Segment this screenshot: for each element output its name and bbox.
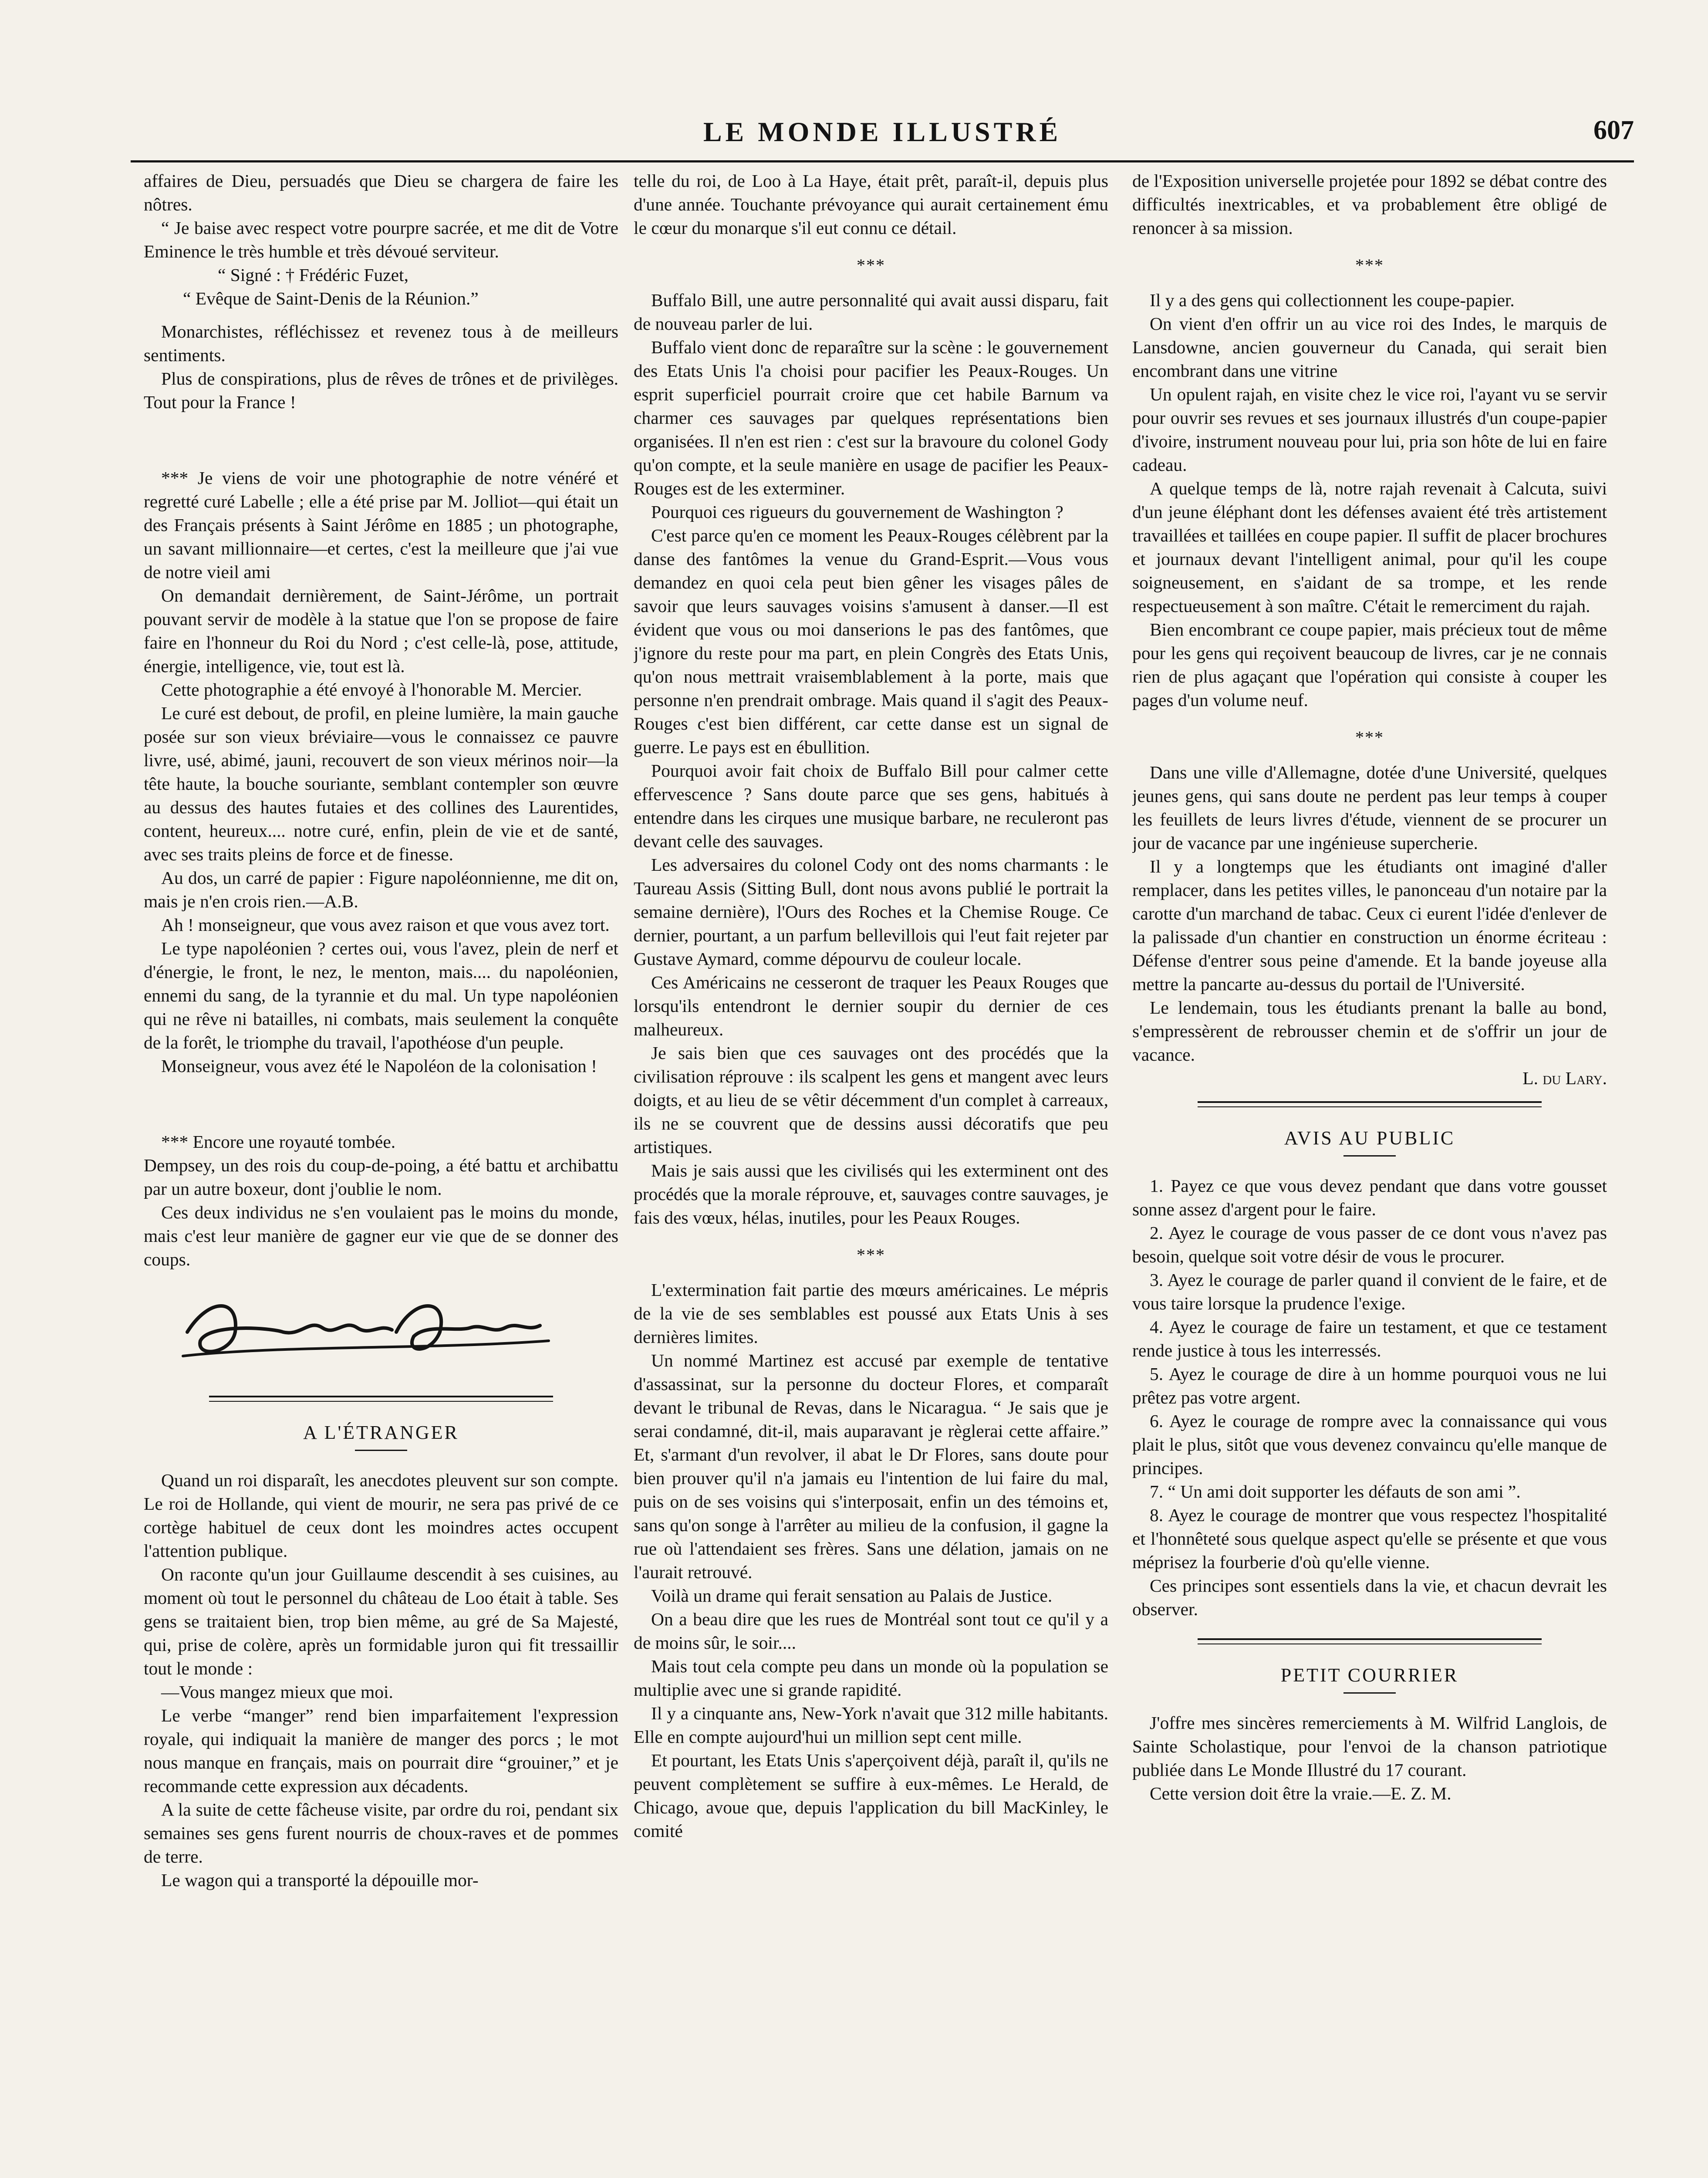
paragraph: Plus de conspirations, plus de rêves de trônes et de privilèges. Tout pour la France ! bbox=[144, 369, 618, 412]
paragraph: Ces principes sont essentiels dans la vie, et chacun devrait les observer. bbox=[1132, 1576, 1607, 1619]
paragraph: J'offre mes sincères remerciements à M. Wilfrid Langlois, de Sainte Scholastique, pour l'envoi de la chanson patriotique publiée dans Le Monde Illustré du 17 courant. bbox=[1132, 1713, 1607, 1780]
paragraph: A la suite de cette fâcheuse visite, par ordre du roi, pendant six semaines ses gens furent nourris de choux-raves et de pommes de terre. bbox=[144, 1799, 618, 1867]
paragraph: *** Je viens de voir une photographie de notre vénéré et regretté curé Labelle ; elle a été prise par M. Jolliot—qui était un des Français présents à Saint Jérôme en 1885 ; un photographe, un savant millionnaire—et certes, c'est la meilleure que j'ai vue de notre vieil ami bbox=[144, 468, 618, 582]
paragraph: On demandait dernièrement, de Saint-Jérôme, un portrait pouvant servir de modèle à la statue que l'on se propose de faire faire en l'honneur du Roi du Nord ; c'est celle-là, pose, attitude, énergie, intelligence, vie, tout est là. bbox=[144, 585, 618, 676]
column-2 bbox=[634, 169, 1108, 2178]
section-separator: *** bbox=[1355, 255, 1384, 275]
paragraph: Buffalo vient donc de reparaître sur la scène : le gouvernement des Etats Unis l'a choisi pour pacifier les Peaux-Rouges. Un esprit superficiel pourrait croire que cet habile Barnum va charmer ces sauvages par quelques représentations bien organisées. Il n'en est rien : c'est sur la bravoure du colonel Gody qu'on compte, et la seule manière en usage de pacifier les Peaux-Rouges est de les exterminer. bbox=[634, 337, 1108, 498]
paragraph: Il y a des gens qui collectionnent les coupe-papier. bbox=[1150, 290, 1515, 310]
paragraph: Il y a longtemps que les étudiants ont imaginé d'aller remplacer, dans les petites villes, le panonceau d'un notaire par la carotte d'un marchand de tabac. Ceux ci eurent l'idée d'enlever de la palissade d'un chantier en construction un énorme écriteau : Défense d'entrer sous peine d'amende. Et la bande joyeuse alla mettre la pancarte au-dessus du portail de l'Université. bbox=[1132, 856, 1607, 994]
list-item: 4. Ayez le courage de faire un testament, et que ce testament rende justice à tous les interressés. bbox=[1132, 1317, 1607, 1360]
paragraph: Dempsey, un des rois du coup-de-poing, a été battu et archibattu par un autre boxeur, dont j'oublie le nom. bbox=[144, 1155, 618, 1199]
page-number: 607 bbox=[1593, 115, 1634, 145]
paragraph: Au dos, un carré de papier : Figure napoléonnienne, me dit on, mais je n'en crois rien.—A.B. bbox=[144, 868, 618, 911]
signature-icon bbox=[170, 1280, 562, 1376]
section-heading: PETIT COURRIER bbox=[1280, 1664, 1459, 1686]
paragraph: Je sais bien que ces sauvages ont des procédés que la civilisation réprouve : ils scalpent les gens et mangent avec leurs doigts, et au lieu de se vêtir décemment d'un complet à carreaux, ils ne se couvrent que de dessins aussi décoratifs que peu artistiques. bbox=[634, 1043, 1108, 1157]
paragraph: C'est parce qu'en ce moment les Peaux-Rouges célèbrent par la danse des fantômes la venue du Grand-Esprit.—Vous vous demandez en quoi cela peut bien gêner les visages pâles de savoir que leurs sauvages voisins s'amusent à danser.—Il est évident que vous ou moi danserions le pas des fantômes, que j'ignore du reste pour ma part, en plein Congrès des Etats Unis, qu'on nous mettrait vraisemblablement à la porte, mais que personne n'en prendrait ombrage. Mais quand il s'agit des Peaux-Rouges c'est bien différent, car cette danse est un signal de guerre. Le pays est en ébullition. bbox=[634, 525, 1108, 757]
paragraph: Voilà un drame qui ferait sensation au Palais de Justice. bbox=[651, 1586, 1053, 1606]
paragraph: Il y a cinquante ans, New-York n'avait que 312 mille habitants. Elle en compte aujourd'hui un million sept cent mille. bbox=[634, 1703, 1108, 1747]
paragraph: Un nommé Martinez est accusé par exemple de tentative d'assassinat, sur la personne du docteur Flores, et comparaît devant le tribunal de Revas, dans le Nicaragua. “ Je sais que je serai condamné, dit-il, mais auparavant je règlerai cette affaire.” Et, s'armant d'un revolver, il abat le Dr Flores, sans doute pour bien prouver qu'il n'a jamais eu l'intention de lui faire du mal, puis on de ses voisins qui s'interposait, enfin un des témoins et, sans qu'on songe à l'arrêter au milieu de la confusion, il gagne la rue où l'attendaient ses frères. Sans une délation, jamais on ne l'aurait retrouvé. bbox=[634, 1350, 1108, 1582]
paragraph: Quand un roi disparaît, les anecdotes pleuvent sur son compte. Le roi de Hollande, qui vient de mourir, ne sera pas privé de ce cortège habituel de ceux dont les moindres actes occupent l'attention publique. bbox=[144, 1470, 618, 1561]
paragraph: Un opulent rajah, en visite chez le vice roi, l'ayant vu se servir pour ouvrir ses revues et ses journaux illustrés d'un coupe-papier d'ivoire, instrument nouveau pour lui, pria son hôte de lui en faire cadeau. bbox=[1132, 384, 1607, 475]
paragraph: L'extermination fait partie des mœurs américaines. Le mépris de la vie de ses semblables est poussé aux Etats Unis à ses dernières limites. bbox=[634, 1280, 1108, 1347]
section-rule bbox=[1198, 1638, 1542, 1644]
section-separator: *** bbox=[857, 255, 885, 275]
list-item: 2. Ayez le courage de vous passer de ce dont vous n'avez pas besoin, quelque soit votre désir de vous le procurer. bbox=[1132, 1223, 1607, 1266]
divider bbox=[1343, 1692, 1396, 1694]
paragraph: On vient d'en offrir un au vice roi des Indes, le marquis de Lansdowne, ancien gouverneur du Canada, qui serait bien encombrant dans une vitrine bbox=[1132, 314, 1607, 381]
paragraph: telle du roi, de Loo à La Haye, était prêt, paraît-il, depuis plus d'une année. Touchante prévoyance qui aurait certainement ému le cœur du monarque s'il eut connu ce détail. bbox=[634, 171, 1108, 238]
paragraph: Le lendemain, tous les étudiants prenant la balle au bond, s'empressèrent de rebrousser chemin et de s'offrir un jour de vacance. bbox=[1132, 998, 1607, 1065]
list-item: 6. Ayez le courage de rompre avec la connaissance qui vous plait le plus, sitôt que vous devenez convaincu qu'elle manque de principes. bbox=[1132, 1411, 1607, 1478]
paragraph: Les adversaires du colonel Cody ont des noms charmants : le Taureau Assis (Sitting Bull, dont nous avons publié le portrait la semaine dernière), l'Ours des Roches et la Chemise Rouge. Ce dernier, pourtant, a un parfum bellevillois qui l'eut fait rejeter par Gustave Aymard, comme dépourvu de couleur locale. bbox=[634, 855, 1108, 969]
paragraph: Ah ! monseigneur, que vous avez raison et que vous avez tort. bbox=[161, 915, 610, 935]
signature-line: “ Signé : † Frédéric Fuzet, bbox=[218, 265, 408, 285]
section-separator: *** bbox=[1355, 727, 1384, 747]
paragraph: A quelque temps de là, notre rajah revenait à Calcuta, suivi d'un jeune éléphant dont les défenses avaient été très artistement travaillées et taillées en coupe papier. Il suffit de placer brochures et journaux devant l'intelligent animal, pour qu'il les coupe soigneusement, en s'aidant de sa trompe, et les rende respectueusement à son maître. C'était le remerciment du rajah. bbox=[1132, 478, 1607, 616]
section-separator: *** bbox=[857, 1245, 885, 1265]
paragraph: Bien encombrant ce coupe papier, mais précieux tout de même pour les gens qui reçoivent beaucoup de livres, car je ne connais rien de plus agaçant que l'opération qui consiste à couper les pages d'un volume neuf. bbox=[1132, 619, 1607, 710]
paragraph: “ Je baise avec respect votre pourpre sacrée, et me dit de Votre Eminence le très humble et très dévoué serviteur. bbox=[144, 218, 618, 261]
paragraph: Dans une ville d'Allemagne, dotée d'une Université, quelques jeunes gens, qui sans doute ne perdent pas leur temps à couper les feuillets de leurs livres d'étude, viennent de se procurer un jour de vacance par une ingénieuse supercherie. bbox=[1132, 762, 1607, 853]
list-item: 3. Ayez le courage de parler quand il convient de le faire, et de vous taire lorsque la prudence l'exige. bbox=[1132, 1270, 1607, 1313]
paragraph: *** Encore une royauté tombée. bbox=[161, 1132, 396, 1152]
paragraph: Le verbe “manger” rend bien imparfaitement l'expression royale, qui indiquait la manière de manger des porcs ; le mot nous manque en français, mais on pourrait dire “grouiner,” et je recommande cette expression aux décadents. bbox=[144, 1705, 618, 1796]
paragraph: de l'Exposition universelle projetée pour 1892 se débat contre des difficultés inextricables, et va probablement être obligé de renoncer à sa mission. bbox=[1132, 171, 1607, 238]
divider bbox=[1343, 1155, 1396, 1157]
paragraph: Cette version doit être la vraie.—E. Z. M. bbox=[1150, 1783, 1451, 1803]
paragraph: Mais tout cela compte peu dans un monde où la population se multiplie avec une si grande rapidité. bbox=[634, 1656, 1108, 1700]
paragraph: Pourquoi ces rigueurs du gouvernement de Washington ? bbox=[651, 502, 1063, 522]
column-3 bbox=[1132, 169, 1607, 2178]
list-item: 5. Ayez le courage de dire à un homme pourquoi vous ne lui prêtez pas votre argent. bbox=[1132, 1364, 1607, 1407]
paragraph: Monseigneur, vous avez été le Napoléon de la colonisation ! bbox=[161, 1056, 597, 1076]
paragraph: Le type napoléonien ? certes oui, vous l'avez, plein de nerf et d'énergie, le front, le nez, le menton, mais.... du napoléonien, ennemi du sang, de la tyrannie et du mal. Un type napoléonien qui ne rêve ni batailles, ni combats, mais seulement la conquête de la forêt, le triomphe du travail, l'apothéose d'un peuple. bbox=[144, 938, 618, 1052]
paragraph: Et pourtant, les Etats Unis s'aperçoivent déjà, paraît il, qu'ils ne peuvent complètement se suffire à eux-mêmes. Le Herald, de Chicago, avoue que, depuis l'application du bill MacKinley, le comité bbox=[634, 1750, 1108, 1841]
section-rule bbox=[209, 1396, 553, 1402]
paragraph: On a beau dire que les rues de Montréal sont tout ce qu'il y a de moins sûr, le soir.... bbox=[634, 1609, 1108, 1653]
section-rule bbox=[1198, 1101, 1542, 1107]
paragraph: Buffalo Bill, une autre personnalité qui avait aussi disparu, fait de nouveau parler de lui. bbox=[634, 290, 1108, 334]
section-heading: AVIS AU PUBLIC bbox=[1284, 1127, 1455, 1149]
paragraph: Monarchistes, réfléchissez et revenez tous à de meilleurs sentiments. bbox=[144, 321, 618, 365]
divider bbox=[355, 1450, 407, 1451]
handwritten-signature bbox=[144, 1271, 618, 1384]
column-1 bbox=[144, 169, 618, 2178]
list-item: 7. “ Un ami doit supporter les défauts de son ami ”. bbox=[1150, 1481, 1521, 1502]
paragraph: Pourquoi avoir fait choix de Buffalo Bill pour calmer cette effervescence ? Sans doute parce que ses gens, habitués à entendre dans les cirques une musique barbare, ne reculeront pas devant celle des sauvages. bbox=[634, 761, 1108, 851]
section-heading: A L'ÉTRANGER bbox=[303, 1422, 459, 1443]
newspaper-title: LE MONDE ILLUSTRÉ bbox=[703, 116, 1062, 147]
paragraph: Ces Américains ne cesseront de traquer les Peaux Rouges que lorsqu'ils entendront le dernier soupir du dernier de ces malheureux. bbox=[634, 972, 1108, 1039]
author-signature: L. du Lary. bbox=[1522, 1068, 1607, 1088]
list-item: 1. Payez ce que vous devez pendant que dans votre gousset sonne assez d'argent pour le faire. bbox=[1132, 1176, 1607, 1219]
paragraph: Cette photographie a été envoyé à l'honorable M. Mercier. bbox=[161, 680, 582, 700]
signature-line: “ Evêque de Saint-Denis de la Réunion.” bbox=[183, 288, 479, 308]
paragraph: —Vous mangez mieux que moi. bbox=[161, 1682, 393, 1702]
paragraph: Ces deux individus ne s'en voulaient pas le moins du monde, mais c'est leur manière de gagner eur vie que de se donner des coups. bbox=[144, 1202, 618, 1269]
paragraph: On raconte qu'un jour Guillaume descendit à ses cuisines, au moment où tout le personnel du château de Loo était à table. Ses gens se traitaient bien, trop bien même, au gré de Sa Majesté, qui, prise de colère, après un formidable juron qui fit tressaillir tout le monde : bbox=[144, 1564, 618, 1678]
paragraph: affaires de Dieu, persuadés que Dieu se chargera de faire les nôtres. bbox=[144, 171, 618, 214]
paragraph: Le curé est debout, de profil, en pleine lumière, la main gauche posée sur son vieux bréviaire—vous le connaissez ce pauvre livre, usé, abimé, jauni, recouvert de son vieux mérinos noir—la tête haute, la bouche souriante, semblant contempler son œuvre au dessus des hautes futaies et des collines des Laurentides, content, heureux.... notre curé, enfin, plein de vie et de santé, avec ses traits pleins de force et de finesse. bbox=[144, 703, 618, 864]
paragraph: Mais je sais aussi que les civilisés qui les exterminent ont des procédés que la morale réprouve, et, sauvages contre sauvages, je fais des vœux, hélas, inutiles, pour les Peaux Rouges. bbox=[634, 1160, 1108, 1228]
paragraph: Le wagon qui a transporté la dépouille mor- bbox=[161, 1870, 479, 1890]
masthead bbox=[131, 112, 1634, 162]
list-item: 8. Ayez le courage de montrer que vous respectez l'hospitalité et l'honnêteté sous quelque aspect qu'elle se présente et que vous méprisez la fourberie d'où qu'elle vienne. bbox=[1132, 1505, 1607, 1572]
